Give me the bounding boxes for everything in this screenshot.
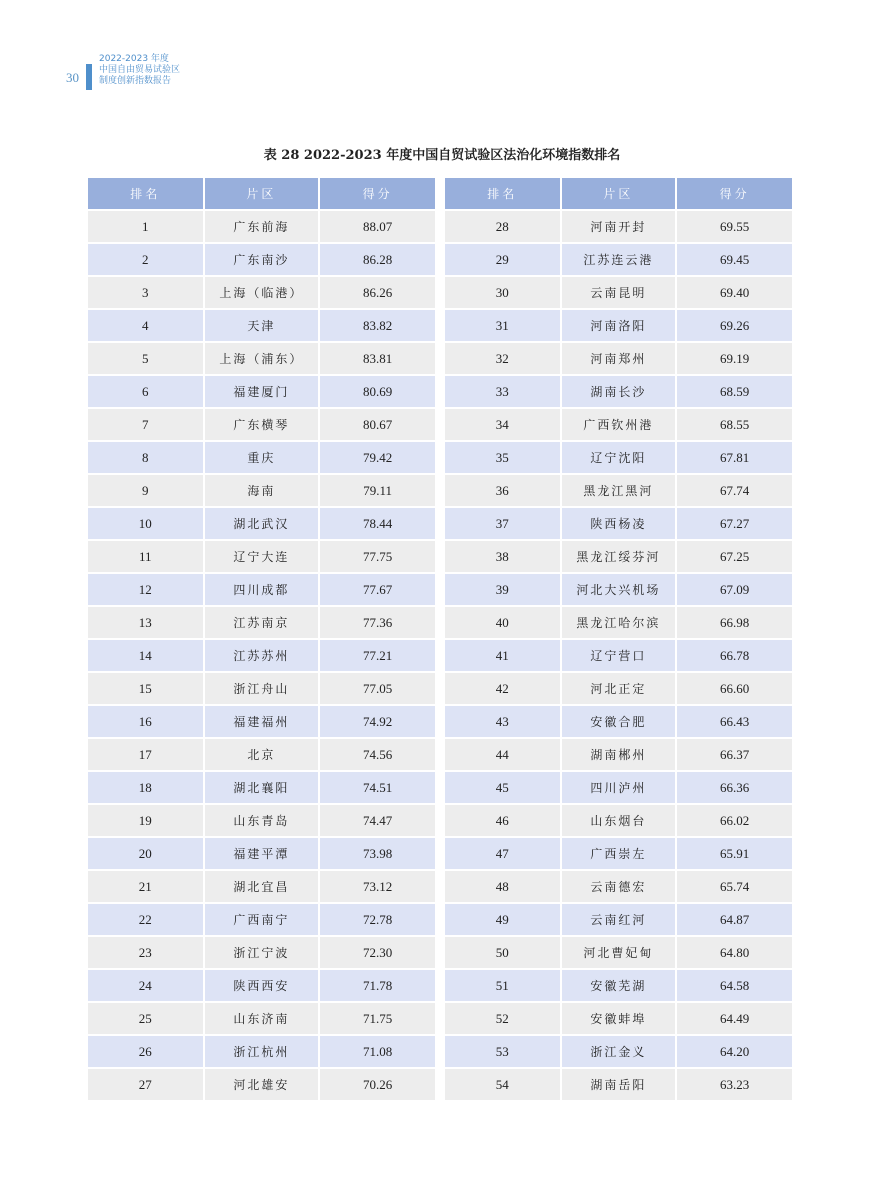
zone-cell: 河南郑州 xyxy=(562,343,676,374)
rank-cell: 29 xyxy=(445,244,560,275)
rank-cell: 10 xyxy=(88,508,203,539)
zone-cell: 湖南长沙 xyxy=(562,376,676,407)
table-row xyxy=(445,244,792,275)
rank-cell: 3 xyxy=(88,277,203,308)
zone-cell: 陕西西安 xyxy=(205,970,319,1001)
rank-cell: 42 xyxy=(445,673,560,704)
rank-cell: 54 xyxy=(445,1069,560,1100)
zone-cell: 黑龙江绥芬河 xyxy=(562,541,676,572)
zone-cell: 广东前海 xyxy=(205,211,319,242)
zone-cell: 上海（临港） xyxy=(205,277,319,308)
rank-cell: 35 xyxy=(445,442,560,473)
table-row xyxy=(445,904,792,935)
score-cell: 66.02 xyxy=(677,805,792,836)
rank-cell: 13 xyxy=(88,607,203,638)
page-number: 30 xyxy=(66,70,79,85)
score-cell: 78.44 xyxy=(320,508,435,539)
table-row xyxy=(88,310,435,341)
rank-cell: 31 xyxy=(445,310,560,341)
zone-cell: 湖北武汉 xyxy=(205,508,319,539)
column-header-rank: 排名 xyxy=(445,178,560,209)
rank-cell: 39 xyxy=(445,574,560,605)
rank-cell: 30 xyxy=(445,277,560,308)
ranking-table-left xyxy=(88,178,439,1100)
rank-cell: 12 xyxy=(88,574,203,605)
rank-cell: 17 xyxy=(88,739,203,770)
rank-cell: 11 xyxy=(88,541,203,572)
zone-cell: 山东烟台 xyxy=(562,805,676,836)
score-cell: 88.07 xyxy=(320,211,435,242)
zone-cell: 江苏连云港 xyxy=(562,244,676,275)
table-row xyxy=(88,244,435,275)
rank-cell: 5 xyxy=(88,343,203,374)
zone-cell: 上海（浦东） xyxy=(205,343,319,374)
rank-cell: 36 xyxy=(445,475,560,506)
score-cell: 77.36 xyxy=(320,607,435,638)
table-row xyxy=(88,706,435,737)
table-row xyxy=(445,706,792,737)
zone-cell: 黑龙江黑河 xyxy=(562,475,676,506)
rank-cell: 33 xyxy=(445,376,560,407)
score-cell: 79.11 xyxy=(320,475,435,506)
zone-cell: 浙江舟山 xyxy=(205,673,319,704)
rank-cell: 2 xyxy=(88,244,203,275)
table-row xyxy=(88,442,435,473)
table-row xyxy=(88,574,435,605)
table-row xyxy=(445,442,792,473)
zone-cell: 河南洛阳 xyxy=(562,310,676,341)
score-cell: 68.59 xyxy=(677,376,792,407)
score-cell: 66.43 xyxy=(677,706,792,737)
zone-cell: 安徽合肥 xyxy=(562,706,676,737)
zone-cell: 天津 xyxy=(205,310,319,341)
rank-cell: 28 xyxy=(445,211,560,242)
table-row xyxy=(445,508,792,539)
zone-cell: 浙江金义 xyxy=(562,1036,676,1067)
table-row xyxy=(88,904,435,935)
zone-cell: 广西南宁 xyxy=(205,904,319,935)
table-row xyxy=(445,607,792,638)
zone-cell: 福建厦门 xyxy=(205,376,319,407)
score-cell: 66.98 xyxy=(677,607,792,638)
table-caption: 表 28 2022-2023 年度中国自贸试验区法治化环境指数排名 xyxy=(263,148,621,163)
rank-cell: 52 xyxy=(445,1003,560,1034)
score-cell: 71.75 xyxy=(320,1003,435,1034)
rank-cell: 8 xyxy=(88,442,203,473)
score-cell: 64.80 xyxy=(677,937,792,968)
score-cell: 65.74 xyxy=(677,871,792,902)
table-row xyxy=(88,640,435,671)
rank-cell: 4 xyxy=(88,310,203,341)
zone-cell: 陕西杨凌 xyxy=(562,508,676,539)
score-cell: 67.09 xyxy=(677,574,792,605)
column-header-score: 得分 xyxy=(677,178,792,209)
rank-cell: 32 xyxy=(445,343,560,374)
score-cell: 67.25 xyxy=(677,541,792,572)
zone-cell: 山东青岛 xyxy=(205,805,319,836)
zone-cell: 辽宁大连 xyxy=(205,541,319,572)
rank-cell: 14 xyxy=(88,640,203,671)
table-row xyxy=(88,211,435,242)
score-cell: 74.51 xyxy=(320,772,435,803)
table-row xyxy=(445,739,792,770)
score-cell: 86.26 xyxy=(320,277,435,308)
rank-cell: 46 xyxy=(445,805,560,836)
score-cell: 63.23 xyxy=(677,1069,792,1100)
rank-cell: 53 xyxy=(445,1036,560,1067)
score-cell: 77.21 xyxy=(320,640,435,671)
score-cell: 67.81 xyxy=(677,442,792,473)
table-row xyxy=(445,838,792,869)
table-row xyxy=(445,409,792,440)
zone-cell: 湖南岳阳 xyxy=(562,1069,676,1100)
score-cell: 73.12 xyxy=(320,871,435,902)
score-cell: 80.69 xyxy=(320,376,435,407)
zone-cell: 广西崇左 xyxy=(562,838,676,869)
score-cell: 70.26 xyxy=(320,1069,435,1100)
table-row xyxy=(88,277,435,308)
zone-cell: 广东横琴 xyxy=(205,409,319,440)
table-row xyxy=(445,871,792,902)
zone-cell: 浙江宁波 xyxy=(205,937,319,968)
table-row xyxy=(88,805,435,836)
zone-cell: 黑龙江哈尔滨 xyxy=(562,607,676,638)
zone-cell: 河南开封 xyxy=(562,211,676,242)
score-cell: 77.75 xyxy=(320,541,435,572)
rank-cell: 7 xyxy=(88,409,203,440)
score-cell: 68.55 xyxy=(677,409,792,440)
score-cell: 71.78 xyxy=(320,970,435,1001)
score-cell: 83.81 xyxy=(320,343,435,374)
zone-cell: 海南 xyxy=(205,475,319,506)
rank-cell: 38 xyxy=(445,541,560,572)
rank-cell: 16 xyxy=(88,706,203,737)
report-title-line: 中国自由贸易试验区 xyxy=(99,65,181,75)
score-cell: 66.37 xyxy=(677,739,792,770)
table-row xyxy=(88,1003,435,1034)
zone-cell: 河北雄安 xyxy=(205,1069,319,1100)
zone-cell: 河北曹妃甸 xyxy=(562,937,676,968)
rank-cell: 37 xyxy=(445,508,560,539)
table-row xyxy=(88,673,435,704)
column-header-rank: 排名 xyxy=(88,178,203,209)
table-row xyxy=(445,805,792,836)
table-row xyxy=(88,970,435,1001)
zone-cell: 辽宁沈阳 xyxy=(562,442,676,473)
score-cell: 71.08 xyxy=(320,1036,435,1067)
table-header-row xyxy=(445,178,792,209)
zone-cell: 湖北襄阳 xyxy=(205,772,319,803)
table-row xyxy=(445,1069,792,1100)
zone-cell: 福建平潭 xyxy=(205,838,319,869)
report-title-line: 制度创新指数报告 xyxy=(99,76,172,86)
score-cell: 67.74 xyxy=(677,475,792,506)
rank-cell: 9 xyxy=(88,475,203,506)
column-header-score: 得分 xyxy=(320,178,435,209)
zone-cell: 北京 xyxy=(205,739,319,770)
rank-cell: 6 xyxy=(88,376,203,407)
rank-cell: 22 xyxy=(88,904,203,935)
table-row xyxy=(445,574,792,605)
score-cell: 69.55 xyxy=(677,211,792,242)
report-title-line: 2022-2023 年度 xyxy=(99,54,169,64)
rank-cell: 15 xyxy=(88,673,203,704)
score-cell: 69.40 xyxy=(677,277,792,308)
score-cell: 69.45 xyxy=(677,244,792,275)
table-row xyxy=(88,343,435,374)
score-cell: 66.78 xyxy=(677,640,792,671)
zone-cell: 江苏南京 xyxy=(205,607,319,638)
rank-cell: 25 xyxy=(88,1003,203,1034)
rank-cell: 21 xyxy=(88,871,203,902)
zone-cell: 云南红河 xyxy=(562,904,676,935)
table-row xyxy=(445,1003,792,1034)
rank-cell: 48 xyxy=(445,871,560,902)
table-row xyxy=(445,376,792,407)
table-row xyxy=(88,871,435,902)
score-cell: 80.67 xyxy=(320,409,435,440)
zone-cell: 湖南郴州 xyxy=(562,739,676,770)
table-row xyxy=(445,772,792,803)
zone-cell: 云南昆明 xyxy=(562,277,676,308)
rank-cell: 26 xyxy=(88,1036,203,1067)
score-cell: 77.67 xyxy=(320,574,435,605)
rank-cell: 19 xyxy=(88,805,203,836)
table-row xyxy=(445,475,792,506)
rank-cell: 27 xyxy=(88,1069,203,1100)
zone-cell: 辽宁营口 xyxy=(562,640,676,671)
table-row xyxy=(88,541,435,572)
rank-cell: 41 xyxy=(445,640,560,671)
header-accent-bar xyxy=(86,64,92,90)
table-row xyxy=(445,970,792,1001)
zone-cell: 云南德宏 xyxy=(562,871,676,902)
rank-cell: 23 xyxy=(88,937,203,968)
table-row xyxy=(445,277,792,308)
zone-cell: 河北大兴机场 xyxy=(562,574,676,605)
zone-cell: 四川泸州 xyxy=(562,772,676,803)
rank-cell: 47 xyxy=(445,838,560,869)
zone-cell: 山东济南 xyxy=(205,1003,319,1034)
zone-cell: 广东南沙 xyxy=(205,244,319,275)
zone-cell: 重庆 xyxy=(205,442,319,473)
ranking-table-right xyxy=(445,178,796,1100)
score-cell: 69.26 xyxy=(677,310,792,341)
table-row xyxy=(445,640,792,671)
score-cell: 74.92 xyxy=(320,706,435,737)
table-row xyxy=(88,739,435,770)
table-row xyxy=(88,607,435,638)
zone-cell: 湖北宜昌 xyxy=(205,871,319,902)
score-cell: 73.98 xyxy=(320,838,435,869)
zone-cell: 河北正定 xyxy=(562,673,676,704)
rank-cell: 50 xyxy=(445,937,560,968)
rank-cell: 49 xyxy=(445,904,560,935)
score-cell: 74.56 xyxy=(320,739,435,770)
table-row xyxy=(445,937,792,968)
score-cell: 74.47 xyxy=(320,805,435,836)
score-cell: 72.78 xyxy=(320,904,435,935)
table-row xyxy=(88,1036,435,1067)
score-cell: 83.82 xyxy=(320,310,435,341)
zone-cell: 广西钦州港 xyxy=(562,409,676,440)
zone-cell: 江苏苏州 xyxy=(205,640,319,671)
score-cell: 64.49 xyxy=(677,1003,792,1034)
score-cell: 64.87 xyxy=(677,904,792,935)
report-title-block xyxy=(99,54,180,87)
rank-cell: 45 xyxy=(445,772,560,803)
table-row xyxy=(88,475,435,506)
zone-cell: 浙江杭州 xyxy=(205,1036,319,1067)
score-cell: 67.27 xyxy=(677,508,792,539)
table-row xyxy=(445,673,792,704)
table-header-row xyxy=(88,178,435,209)
column-header-zone: 片区 xyxy=(562,178,676,209)
score-cell: 64.20 xyxy=(677,1036,792,1067)
zone-cell: 安徽芜湖 xyxy=(562,970,676,1001)
table-row xyxy=(88,409,435,440)
table-row xyxy=(445,343,792,374)
rank-cell: 51 xyxy=(445,970,560,1001)
rank-cell: 44 xyxy=(445,739,560,770)
table-row xyxy=(88,772,435,803)
zone-cell: 安徽蚌埠 xyxy=(562,1003,676,1034)
score-cell: 66.36 xyxy=(677,772,792,803)
rank-cell: 24 xyxy=(88,970,203,1001)
table-row xyxy=(445,541,792,572)
rank-cell: 18 xyxy=(88,772,203,803)
table-row xyxy=(88,838,435,869)
table-row xyxy=(445,211,792,242)
rank-cell: 20 xyxy=(88,838,203,869)
rank-cell: 40 xyxy=(445,607,560,638)
column-header-zone: 片区 xyxy=(205,178,319,209)
score-cell: 86.28 xyxy=(320,244,435,275)
table-row xyxy=(445,1036,792,1067)
table-row xyxy=(88,376,435,407)
score-cell: 64.58 xyxy=(677,970,792,1001)
score-cell: 65.91 xyxy=(677,838,792,869)
table-row xyxy=(88,508,435,539)
table-row xyxy=(88,937,435,968)
score-cell: 69.19 xyxy=(677,343,792,374)
table-row xyxy=(88,1069,435,1100)
rank-cell: 43 xyxy=(445,706,560,737)
zone-cell: 福建福州 xyxy=(205,706,319,737)
table-row xyxy=(445,310,792,341)
rank-cell: 34 xyxy=(445,409,560,440)
score-cell: 77.05 xyxy=(320,673,435,704)
zone-cell: 四川成都 xyxy=(205,574,319,605)
rank-cell: 1 xyxy=(88,211,203,242)
score-cell: 66.60 xyxy=(677,673,792,704)
score-cell: 72.30 xyxy=(320,937,435,968)
score-cell: 79.42 xyxy=(320,442,435,473)
